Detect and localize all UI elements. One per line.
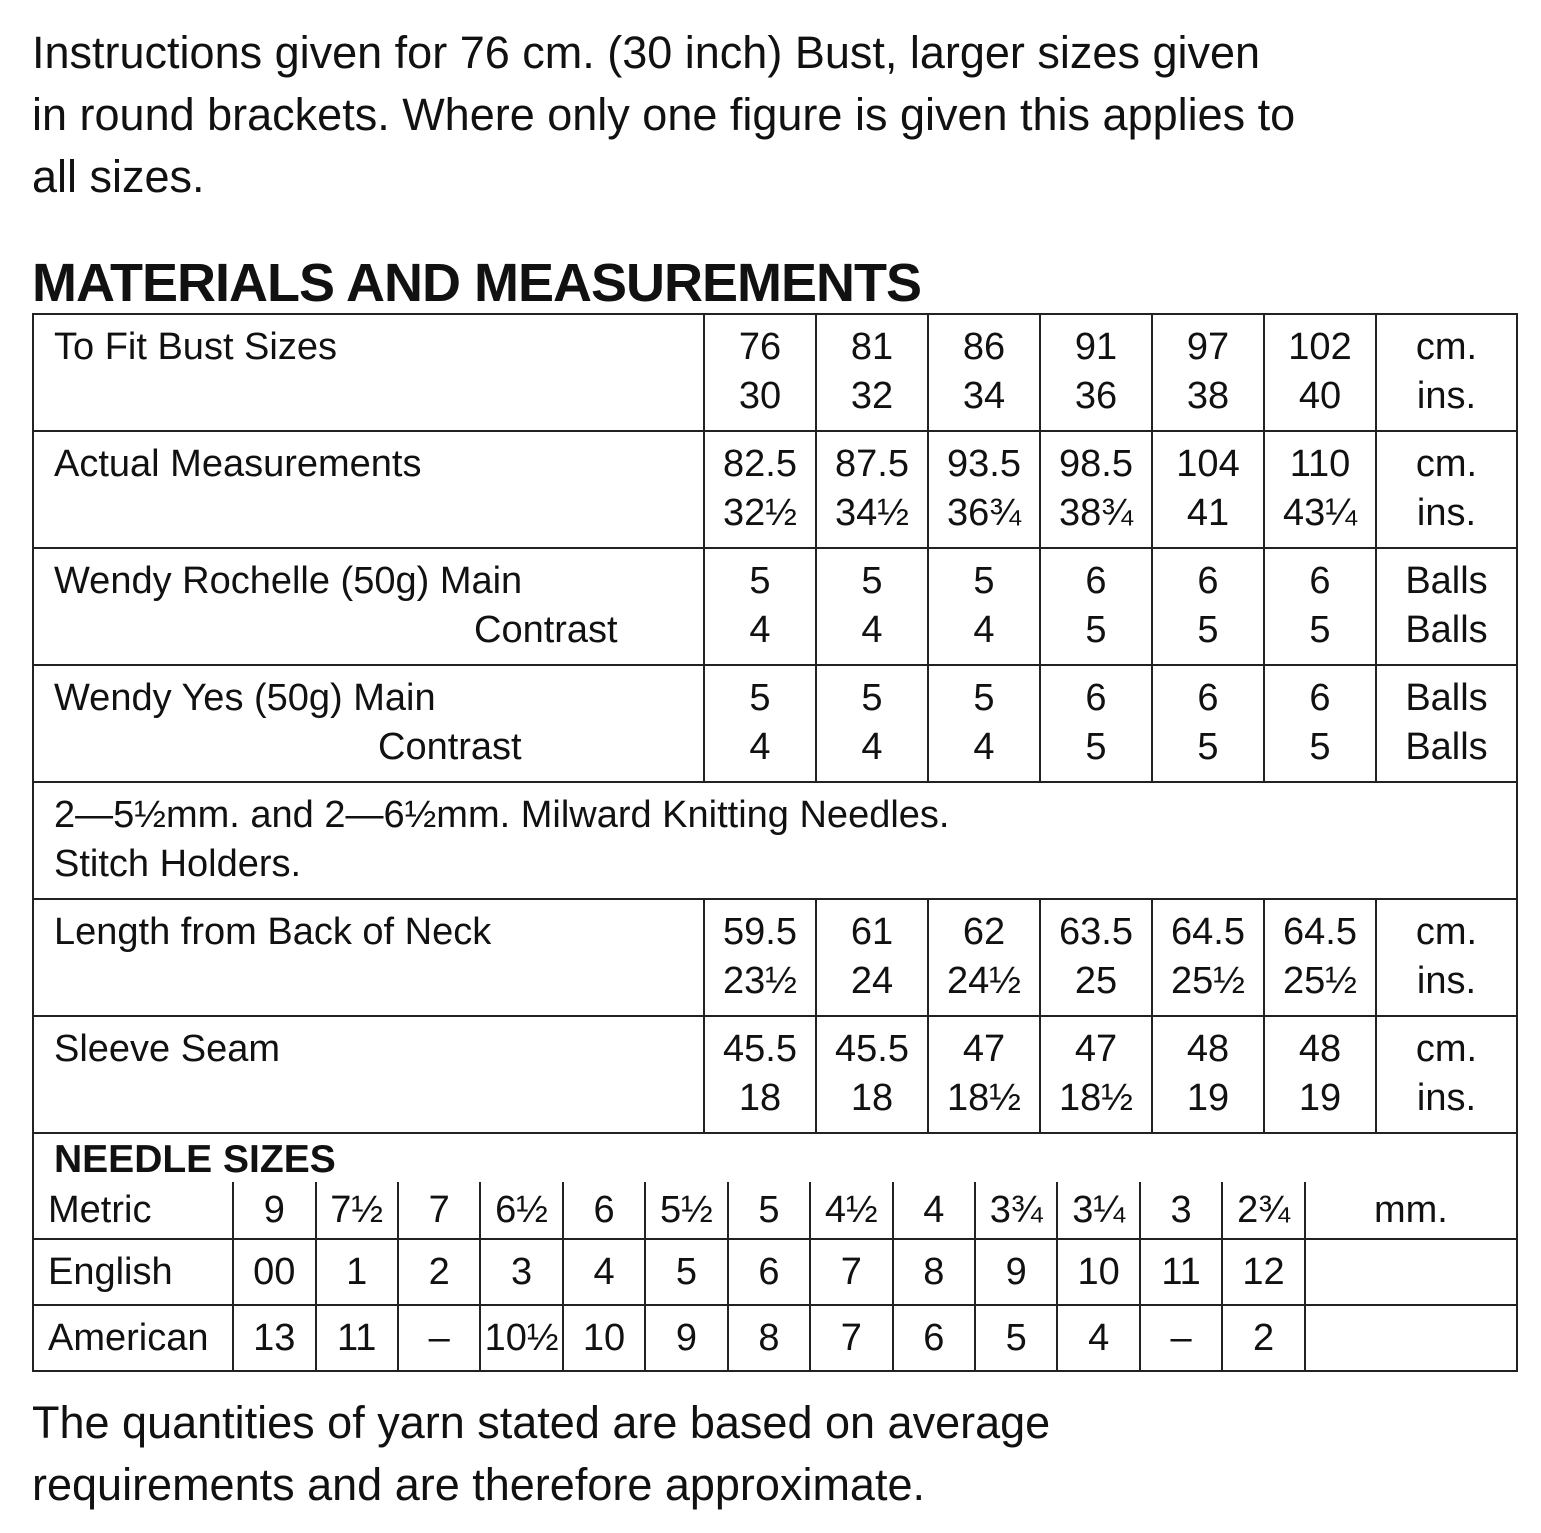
intro-line: in round brackets. Where only one figure is given this applies to — [32, 89, 1296, 140]
yarn-cell: 6 5 — [1040, 548, 1152, 665]
table-row-sleeve — [33, 1016, 1517, 1133]
american-size: 4 — [1057, 1305, 1139, 1370]
size-cell: 48 19 — [1264, 1016, 1376, 1133]
size-cell: 93.5 36¾ — [928, 431, 1040, 548]
english-size: 5 — [645, 1239, 727, 1305]
size-cell: 64.5 25½ — [1264, 899, 1376, 1016]
english-size: 9 — [975, 1239, 1057, 1305]
unit-cell: cm. ins. — [1376, 899, 1517, 1016]
metric-size: 3 — [1140, 1182, 1222, 1239]
american-size: 10½ — [480, 1305, 562, 1370]
english-size: 12 — [1222, 1239, 1304, 1305]
american-size: 7 — [810, 1305, 892, 1370]
size-cell: 47 18½ — [1040, 1016, 1152, 1133]
metric-size: 9 — [233, 1182, 315, 1239]
unit-cell: cm. ins. — [1376, 431, 1517, 548]
outro-paragraph — [32, 1392, 1050, 1516]
english-size: 4 — [563, 1239, 645, 1305]
size-cell: 45.5 18 — [704, 1016, 816, 1133]
metric-size: 2¾ — [1222, 1182, 1304, 1239]
english-size: 7 — [810, 1239, 892, 1305]
table-row-yes — [33, 665, 1517, 782]
size-cell: 82.5 32½ — [704, 431, 816, 548]
size-cell: 102 40 — [1264, 314, 1376, 431]
needles-cell: 2—5½mm. and 2—6½mm. Milward Knitting Needles. Stitch Holders. — [33, 782, 1517, 899]
american-size: 10 — [563, 1305, 645, 1370]
metric-size: 6½ — [480, 1182, 562, 1239]
yarn-cell: 5 4 — [816, 665, 928, 782]
english-unit — [1305, 1239, 1516, 1305]
needle-sizes-table — [34, 1182, 1516, 1370]
section-heading: MATERIALS AND MEASUREMENTS — [32, 253, 921, 313]
size-cell: 98.5 38¾ — [1040, 431, 1152, 548]
yarn-cell: 5 4 — [928, 548, 1040, 665]
english-size: 10 — [1057, 1239, 1139, 1305]
american-unit — [1305, 1305, 1516, 1370]
yarn-cell: 6 5 — [1040, 665, 1152, 782]
metric-size: 5 — [728, 1182, 810, 1239]
english-size: 6 — [728, 1239, 810, 1305]
english-label: English — [34, 1239, 233, 1305]
row-label: Actual Measurements — [33, 431, 704, 548]
american-size: 11 — [316, 1305, 398, 1370]
size-cell: 48 19 — [1152, 1016, 1264, 1133]
american-size: 8 — [728, 1305, 810, 1370]
table-row-actual — [33, 431, 1517, 548]
metric-size: 3¼ — [1057, 1182, 1139, 1239]
metric-row — [34, 1182, 1516, 1239]
metric-label: Metric — [48, 1189, 152, 1231]
unit-cell: Balls Balls — [1376, 548, 1517, 665]
american-size: – — [398, 1305, 480, 1370]
table-row-length — [33, 899, 1517, 1016]
size-cell: 87.5 34½ — [816, 431, 928, 548]
american-size: 13 — [233, 1305, 315, 1370]
table-row-needle-sizes — [33, 1133, 1517, 1371]
intro-line: Instructions given for 76 cm. (30 inch) Bust, larger sizes given — [32, 27, 1261, 78]
american-row — [34, 1305, 1516, 1370]
metric-size: 5½ — [645, 1182, 727, 1239]
metric-size: 4 — [893, 1182, 975, 1239]
yarn-cell: 5 4 — [816, 548, 928, 665]
intro-paragraph — [32, 22, 1522, 208]
american-size: 9 — [645, 1305, 727, 1370]
size-cell: 47 18½ — [928, 1016, 1040, 1133]
outro-line: requirements and are therefore approximate. — [32, 1459, 925, 1510]
metric-size: 6 — [563, 1182, 645, 1239]
size-cell: 64.5 25½ — [1152, 899, 1264, 1016]
metric-size: 4½ — [810, 1182, 892, 1239]
size-cell: 86 34 — [928, 314, 1040, 431]
english-size: 00 — [233, 1239, 315, 1305]
unit-cell: Balls Balls — [1376, 665, 1517, 782]
yarn-cell: 5 4 — [704, 665, 816, 782]
unit-cell: cm. ins. — [1376, 314, 1517, 431]
size-cell: 63.5 25 — [1040, 899, 1152, 1016]
size-cell: 61 24 — [816, 899, 928, 1016]
english-size: 2 — [398, 1239, 480, 1305]
needle-sizes-cell — [33, 1133, 1517, 1371]
american-size: – — [1140, 1305, 1222, 1370]
metric-size: 7½ — [316, 1182, 398, 1239]
table-row-bust — [33, 314, 1517, 431]
metric-size: 7 — [398, 1182, 480, 1239]
english-size: 11 — [1140, 1239, 1222, 1305]
yarn-cell: 6 5 — [1264, 665, 1376, 782]
size-cell: 110 43¼ — [1264, 431, 1376, 548]
size-cell: 104 41 — [1152, 431, 1264, 548]
size-cell: 76 30 — [704, 314, 816, 431]
yarn-cell: 6 5 — [1264, 548, 1376, 665]
size-cell: 91 36 — [1040, 314, 1152, 431]
needle-sizes-title: NEEDLE SIZES — [54, 1138, 336, 1181]
outro-line: The quantities of yarn stated are based on average — [32, 1397, 1051, 1448]
size-cell: 97 38 — [1152, 314, 1264, 431]
size-cell: 62 24½ — [928, 899, 1040, 1016]
american-size: 6 — [893, 1305, 975, 1370]
row-label: Length from Back of Neck — [33, 899, 704, 1016]
english-row — [34, 1239, 1516, 1305]
yarn-cell: 5 4 — [928, 665, 1040, 782]
yarn-cell: 5 4 — [704, 548, 816, 665]
english-size: 8 — [893, 1239, 975, 1305]
materials-table — [32, 313, 1518, 1372]
row-label: Wendy Yes (50g) Main Contrast — [33, 665, 704, 782]
size-cell: 45.5 18 — [816, 1016, 928, 1133]
english-size: 1 — [316, 1239, 398, 1305]
english-size: 3 — [480, 1239, 562, 1305]
american-label: American — [34, 1305, 233, 1370]
row-label: Wendy Rochelle (50g) Main Contrast — [33, 548, 704, 665]
size-cell: 59.5 23½ — [704, 899, 816, 1016]
row-label: Sleeve Seam — [33, 1016, 704, 1133]
table-row-needles — [33, 782, 1517, 899]
table-row-rochelle — [33, 548, 1517, 665]
intro-line: all sizes. — [32, 151, 205, 202]
yarn-cell: 6 5 — [1152, 665, 1264, 782]
american-size: 5 — [975, 1305, 1057, 1370]
unit-cell: cm. ins. — [1376, 1016, 1517, 1133]
metric-size: 3¾ — [975, 1182, 1057, 1239]
row-label: To Fit Bust Sizes — [33, 314, 704, 431]
size-cell: 81 32 — [816, 314, 928, 431]
american-size: 2 — [1222, 1305, 1304, 1370]
metric-unit: mm. — [1305, 1182, 1516, 1239]
yarn-cell: 6 5 — [1152, 548, 1264, 665]
